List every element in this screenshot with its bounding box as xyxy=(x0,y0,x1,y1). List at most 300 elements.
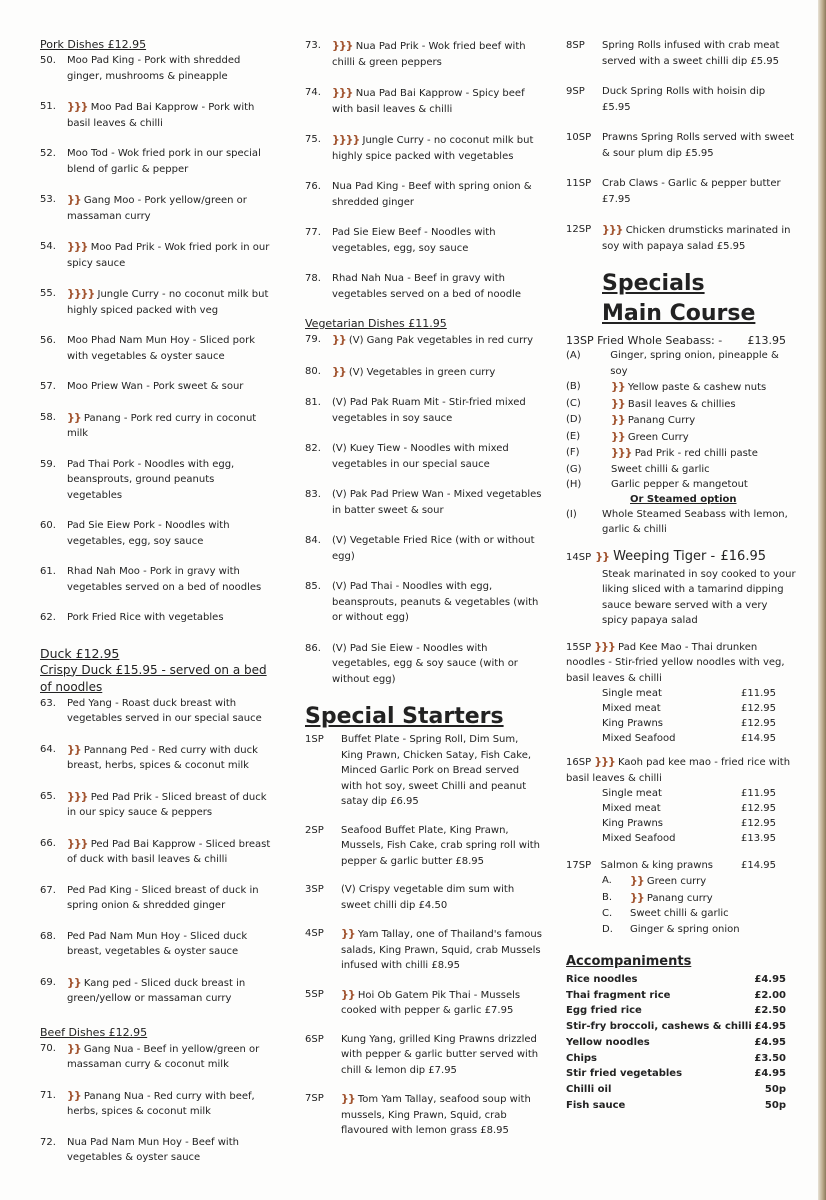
price-row xyxy=(566,816,796,831)
item-description: (V) Pad Sie Eiew - Noodles with vegetables, egg & soy sauce (with or without egg) xyxy=(332,642,518,685)
accompaniment-row xyxy=(566,972,786,988)
price-label: Mixed meat xyxy=(602,803,661,814)
menu-item xyxy=(305,987,543,1019)
item-number: 56. xyxy=(40,335,56,346)
option-text-wrap xyxy=(611,412,695,429)
price-value: £11.95 xyxy=(741,788,776,799)
item-description: Nua Pad King - Beef with spring onion & shredded ginger xyxy=(332,181,532,208)
item-text xyxy=(332,225,543,256)
item-number: 84. xyxy=(305,535,321,546)
option-text-wrap xyxy=(611,379,766,396)
price-label: Mixed Seafood xyxy=(602,733,676,744)
item-number: 70. xyxy=(40,1042,56,1054)
option-letter: (D) xyxy=(566,414,582,425)
price-value: £12.95 xyxy=(741,803,776,814)
pork-list xyxy=(40,53,272,626)
item-text xyxy=(67,192,272,224)
item-text xyxy=(67,564,272,595)
item-description: Buffet Plate - Spring Roll, Dim Sum, King Prawn, Chicken Satay, Fish Cake, Minced Garlic Pork on Bread served with hot soy, sweet Chilli and peanut satay dip £6.95 xyxy=(341,734,532,807)
price-row xyxy=(566,686,796,701)
item-description: Pannang Ped - Red curry with duck breast, herbs, spices & coconut milk xyxy=(67,744,258,771)
accompaniment-price: £3.50 xyxy=(754,1052,786,1064)
kaoh-num: 16SP xyxy=(566,757,592,768)
item-description: Jungle Curry - no coconut milk but highly spice packed with vegetables xyxy=(332,135,534,162)
item-description: Hoi Ob Gatem Pik Thai - Mussels cooked with pepper & garlic £7.95 xyxy=(341,989,521,1016)
menu-item xyxy=(40,1088,272,1120)
beef-list-continued xyxy=(305,38,543,302)
option-text: Ginger & spring onion xyxy=(630,923,740,935)
menu-item xyxy=(40,742,272,774)
option-text-wrap xyxy=(630,873,706,890)
option-text: Sweet chilli & garlic xyxy=(630,908,729,919)
option-row xyxy=(566,445,796,462)
item-text xyxy=(67,146,272,177)
item-number: 53. xyxy=(40,194,56,205)
item-description: Tom Yam Tallay, seafood soup with mussels, King Prawn, Squid, crab flavoured with lemon grass £8.95 xyxy=(341,1094,531,1136)
menu-item xyxy=(305,364,543,381)
item-description: Ped Pad Bai Kapprow - Sliced breast of duck with basil leaves & chilli xyxy=(67,838,271,865)
price-row xyxy=(566,716,796,731)
chili-icon: }} xyxy=(611,429,625,443)
accompaniment-price: 50p xyxy=(764,1099,786,1111)
menu-item xyxy=(40,610,272,626)
item-number: 4SP xyxy=(305,928,324,939)
menu-item xyxy=(40,1135,272,1166)
starters-list-continued xyxy=(566,38,796,254)
salmon-title: Salmon & king prawns xyxy=(600,860,714,871)
chili-icon: }}} xyxy=(332,86,353,99)
item-description: Panang Nua - Red curry with beef, herbs, spices & coconut milk xyxy=(67,1090,255,1117)
option-text: Panang Curry xyxy=(627,415,696,426)
item-text xyxy=(332,441,543,472)
price-row xyxy=(566,801,796,816)
item-number: 85. xyxy=(305,581,321,592)
item-text xyxy=(67,1088,272,1120)
item-description: Ped Yang - Roast duck breast with vegetables served in our special sauce xyxy=(67,697,262,724)
item-text xyxy=(602,38,796,69)
chili-icon: }} xyxy=(67,1041,81,1055)
price-label: King Prawns xyxy=(602,818,664,829)
option-row xyxy=(566,890,796,907)
option-text: Panang curry xyxy=(646,892,713,904)
item-text xyxy=(332,579,543,626)
option-text: Yellow paste & cashew nuts xyxy=(627,382,767,393)
item-description: Nua Pad Prik - Wok fried beef with chilli & green peppers xyxy=(332,41,526,68)
option-text-wrap xyxy=(630,890,713,907)
item-number: 6SP xyxy=(305,1033,324,1045)
item-description: Moo Pad Prik - Wok fried pork in our spicy sauce xyxy=(67,242,270,269)
item-description: Pad Sie Eiew Beef - Noodles with vegetables, egg, soy sauce xyxy=(332,227,496,254)
accompaniment-price: £2.50 xyxy=(754,1005,786,1017)
seabass-row xyxy=(566,333,796,348)
item-description: Kang ped - Sliced duck breast in green/yellow or massaman curry xyxy=(67,977,246,1004)
item-number: 12SP xyxy=(566,224,592,235)
item-number: 10SP xyxy=(566,132,592,143)
item-text xyxy=(332,85,543,117)
tiger-price: £16.95 xyxy=(720,548,766,564)
menu-item xyxy=(40,696,272,727)
accompaniment-price: £2.00 xyxy=(754,989,786,1001)
item-description: (V) Vegetable Fried Rice (with or without egg) xyxy=(332,535,535,562)
item-description: Prawns Spring Rolls served with sweet & sour plum dip £5.95 xyxy=(602,132,795,159)
item-number: 57. xyxy=(40,381,56,392)
item-description: Moo Pad King - Pork with shredded ginger, mushrooms & pineapple xyxy=(67,55,241,82)
accompaniment-name: Rice noodles xyxy=(566,974,638,985)
item-text xyxy=(67,883,272,914)
tiger-num: 14SP xyxy=(566,551,592,563)
menu-item xyxy=(305,882,543,913)
item-text xyxy=(341,1091,543,1139)
item-description: Ped Pad Nam Mun Hoy - Sliced duck breast, vegetables & oyster sauce xyxy=(67,930,248,957)
item-text xyxy=(332,38,543,70)
item-description: Pork Fried Rice with vegetables xyxy=(67,612,224,623)
item-number: 75. xyxy=(305,134,321,145)
menu-item xyxy=(305,271,543,302)
item-text xyxy=(341,882,543,913)
item-text xyxy=(67,975,272,1007)
menu-item xyxy=(40,333,272,364)
item-number: 71. xyxy=(40,1089,56,1101)
accompaniment-name: Thai fragment rice xyxy=(566,989,671,1001)
chili-icon: }} xyxy=(332,364,346,378)
kaoh xyxy=(566,754,796,846)
menu-item xyxy=(305,225,543,256)
price-label: Single meat xyxy=(602,788,662,799)
item-number: 80. xyxy=(305,365,321,377)
item-text xyxy=(67,410,272,442)
chili-icon: }} xyxy=(630,890,644,904)
crispy-duck-header: Crispy Duck £15.95 - served on a bed of noodles xyxy=(40,662,267,694)
seabass-options xyxy=(566,348,796,493)
item-text xyxy=(67,518,272,549)
menu-item xyxy=(305,641,543,688)
menu-item xyxy=(305,823,543,870)
kaoh-prices xyxy=(566,786,796,846)
option-text-wrap xyxy=(611,445,758,462)
accompaniment-price: 50p xyxy=(764,1083,786,1095)
item-number: 3SP xyxy=(305,884,324,895)
item-number: 65. xyxy=(40,790,56,802)
specials-title: Specials xyxy=(602,271,705,296)
weeping-tiger xyxy=(566,548,796,629)
accompaniment-name: Fish sauce xyxy=(566,1099,626,1111)
chili-icon: }}} xyxy=(594,755,615,768)
item-text xyxy=(67,696,272,727)
beef-list xyxy=(40,1041,272,1166)
menu-item xyxy=(305,579,543,626)
item-text xyxy=(67,457,272,504)
pork-section-header: Pork Dishes £12.95 xyxy=(40,38,147,51)
accompaniment-name: Stir fried vegetables xyxy=(566,1068,683,1080)
menu-item xyxy=(40,192,272,224)
item-description: Ped Pad Prik - Sliced breast of duck in our spicy sauce & peppers xyxy=(67,791,267,818)
menu-item xyxy=(40,379,272,395)
accompaniment-row xyxy=(566,1019,786,1035)
item-number: 63. xyxy=(40,697,56,709)
accompaniment-row xyxy=(566,1003,786,1019)
item-text xyxy=(67,1135,272,1166)
item-number: 8SP xyxy=(566,40,585,51)
steamed-letter: (I) xyxy=(566,508,577,520)
option-text: Pad Prik - red chilli paste xyxy=(634,448,758,459)
column-1 xyxy=(40,38,272,1181)
option-text-wrap xyxy=(610,348,796,379)
chili-icon: }}} xyxy=(67,100,88,113)
price-row xyxy=(566,731,796,746)
item-number: 86. xyxy=(305,642,321,654)
option-letter: (H) xyxy=(566,479,582,490)
price-label: Mixed meat xyxy=(602,703,661,714)
item-text xyxy=(332,332,543,349)
chili-icon: }} xyxy=(595,549,609,563)
accompaniments-header: Accompaniments xyxy=(566,954,692,969)
item-description: Nua Pad Bai Kapprow - Spicy beef with basil leaves & chilli xyxy=(332,88,525,115)
menu-item xyxy=(40,789,272,821)
item-description: Moo Priew Wan - Pork sweet & sour xyxy=(67,381,244,392)
price-row xyxy=(566,831,796,846)
menu-item xyxy=(305,38,543,70)
item-number: 83. xyxy=(305,489,321,500)
veg-list xyxy=(305,332,543,687)
chili-icon: }} xyxy=(67,975,81,989)
item-text xyxy=(602,222,796,254)
item-description: Crab Claws - Garlic & pepper butter £7.95 xyxy=(602,178,781,205)
option-row xyxy=(566,477,796,493)
item-description: Duck Spring Rolls with hoisin dip £5.95 xyxy=(602,86,766,113)
chili-icon: }} xyxy=(67,193,81,206)
accompaniment-name: Egg fried rice xyxy=(566,1005,642,1017)
menu-item xyxy=(40,1041,272,1073)
item-text xyxy=(67,742,272,774)
item-number: 54. xyxy=(40,241,56,252)
accompaniment-name: Chips xyxy=(566,1052,597,1064)
option-letter: (B) xyxy=(566,381,581,392)
accompaniments-list xyxy=(566,972,796,1113)
option-letter: (C) xyxy=(566,397,581,409)
item-number: 9SP xyxy=(566,86,585,97)
item-number: 59. xyxy=(40,458,56,470)
chili-icon: }} xyxy=(341,1092,355,1105)
chili-icon: }} xyxy=(67,1088,81,1102)
option-text: Green curry xyxy=(646,876,707,887)
kee-mao-desc: Pad Kee Mao - Thai drunken noodles - Stir-fried yellow noodles with veg, basil leaves & chilli xyxy=(566,641,785,684)
chili-icon: }} xyxy=(630,874,644,887)
chili-icon: }}} xyxy=(67,836,88,850)
item-description: Moo Phad Nam Mun Hoy - Sliced pork with vegetables & oyster sauce xyxy=(67,335,256,362)
item-text xyxy=(67,239,272,271)
option-row xyxy=(566,412,796,429)
menu-item xyxy=(40,286,272,318)
item-description: Panang - Pork red curry in coconut milk xyxy=(67,412,257,439)
item-description: Rhad Nah Nua - Beef in gravy with vegetables served on a bed of noodle xyxy=(332,273,521,300)
option-row xyxy=(566,348,796,379)
menu-item xyxy=(305,441,543,472)
menu-item xyxy=(305,1091,543,1139)
item-description: (V) Pad Thai - Noodles with egg, beansprouts, peanuts & vegetables (with or without egg) xyxy=(332,581,539,623)
chili-icon: }} xyxy=(611,380,625,393)
option-letter: B. xyxy=(602,891,613,903)
item-number: 81. xyxy=(305,397,321,408)
item-text xyxy=(67,1041,272,1073)
duck-section-header: Duck £12.95 xyxy=(40,645,120,661)
steamed-seabass xyxy=(566,507,796,538)
price-value: £12.95 xyxy=(741,703,776,714)
duck-list xyxy=(40,696,272,1007)
menu-item xyxy=(40,564,272,595)
item-number: 78. xyxy=(305,273,321,284)
menu-item xyxy=(40,239,272,271)
column-2 xyxy=(305,38,543,1152)
item-text xyxy=(67,53,272,84)
item-description: (V) Gang Pak vegetables in red curry xyxy=(348,335,534,346)
salmon-num: 17SP xyxy=(566,860,592,871)
item-number: 2SP xyxy=(305,824,324,836)
option-row xyxy=(566,462,796,478)
option-text-wrap xyxy=(611,477,748,493)
chili-icon: }}} xyxy=(67,789,88,803)
item-text xyxy=(602,130,796,161)
chili-icon: }}}} xyxy=(332,133,360,146)
item-description: Gang Moo - Pork yellow/green or massaman curry xyxy=(67,195,247,222)
item-description: Yam Tallay, one of Thailand's famous salads, King Prawn, Squid, crab Mussels infused with chilli £8.95 xyxy=(341,929,542,971)
kaoh-desc: Kaoh pad kee mao - fried rice with basil leaves & chilli xyxy=(566,757,791,784)
item-number: 82. xyxy=(305,443,321,454)
item-number: 73. xyxy=(305,40,321,51)
option-letter: D. xyxy=(602,923,613,935)
item-text xyxy=(341,926,543,974)
accompaniment-row xyxy=(566,988,786,1004)
item-description: Spring Rolls infused with crab meat served with a sweet chilli dip £5.95 xyxy=(602,40,780,67)
item-text xyxy=(332,533,543,564)
item-description: Seafood Buffet Plate, King Prawn, Mussels, Fish Cake, crab spring roll with pepper & garlic butter £8.95 xyxy=(341,824,541,867)
option-row xyxy=(566,873,796,890)
steamed-option: Or Steamed option xyxy=(630,493,737,505)
option-letter: (F) xyxy=(566,447,580,458)
item-number: 61. xyxy=(40,566,56,577)
item-text xyxy=(332,641,543,688)
item-number: 69. xyxy=(40,976,56,988)
chili-icon: }} xyxy=(341,927,355,940)
tiger-desc: Steak marinated in soy cooked to your liking sliced with a tamarind dipping sauce beware served with a very spicy papaya salad xyxy=(602,568,796,626)
item-text xyxy=(332,132,543,164)
menu-item xyxy=(40,836,272,868)
price-row xyxy=(566,701,796,716)
item-number: 58. xyxy=(40,411,56,423)
item-text xyxy=(67,929,272,960)
menu-item xyxy=(305,926,543,974)
item-text xyxy=(67,99,272,131)
menu-item xyxy=(305,179,543,210)
item-text xyxy=(332,395,543,426)
item-description: Jungle Curry - no coconut milk but highly spiced packed with veg xyxy=(67,289,269,316)
chili-icon: }} xyxy=(332,333,346,346)
chili-icon: }}} xyxy=(332,39,353,52)
option-row xyxy=(566,922,796,938)
option-text-wrap xyxy=(611,462,710,478)
main-course-title: Main Course xyxy=(602,301,756,326)
option-letter: (E) xyxy=(566,430,581,442)
option-text: Basil leaves & chillies xyxy=(627,398,736,410)
item-description: (V) Vegetables in green curry xyxy=(348,366,496,378)
item-number: 60. xyxy=(40,520,56,531)
option-text: Green Curry xyxy=(627,431,689,443)
item-text xyxy=(332,364,543,381)
item-number: 5SP xyxy=(305,988,324,1000)
seabass-num: 13SP xyxy=(566,334,594,347)
option-row xyxy=(566,429,796,446)
chili-icon: }} xyxy=(611,413,625,426)
starters-list xyxy=(305,732,543,1139)
item-description: Pad Sie Eiew Pork - Noodles with vegetables, egg, soy sauce xyxy=(67,520,230,547)
option-letter: (A) xyxy=(566,350,581,361)
salmon-options xyxy=(566,873,796,937)
menu-item xyxy=(305,332,543,349)
item-number: 51. xyxy=(40,101,56,112)
price-label: King Prawns xyxy=(602,718,664,729)
menu-item xyxy=(40,518,272,549)
item-text xyxy=(332,487,543,518)
accompaniment-row xyxy=(566,1035,786,1051)
price-label: Mixed Seafood xyxy=(602,833,676,844)
option-letter: C. xyxy=(602,908,613,919)
item-description: Pad Thai Pork - Noodles with egg, beansprouts, ground peanuts vegetables xyxy=(67,458,235,501)
chili-icon: }} xyxy=(67,742,81,756)
menu-item xyxy=(40,929,272,960)
option-text: Garlic pepper & mangetout xyxy=(611,479,748,490)
item-text xyxy=(341,1032,543,1079)
item-number: 62. xyxy=(40,612,56,623)
accompaniment-price: £4.95 xyxy=(754,1021,786,1033)
salmon xyxy=(566,858,796,937)
item-text xyxy=(341,987,543,1019)
veg-section-header: Vegetarian Dishes £11.95 xyxy=(305,317,447,330)
menu-item xyxy=(40,146,272,177)
option-row xyxy=(566,396,796,413)
item-description: (V) Pad Pak Ruam Mit - Stir-fried mixed vegetables in soy sauce xyxy=(332,397,526,424)
price-value: £12.95 xyxy=(741,818,776,829)
item-text xyxy=(341,823,543,870)
kee-mao-num: 15SP xyxy=(566,641,592,653)
menu-item xyxy=(40,883,272,914)
column-3 xyxy=(566,38,796,1113)
menu-item xyxy=(305,533,543,564)
item-number: 52. xyxy=(40,148,56,159)
seabass-title: Fried Whole Seabass: - xyxy=(597,334,723,347)
accompaniment-row xyxy=(566,1066,786,1082)
option-text: Ginger, spring onion, pineapple & soy xyxy=(610,350,779,377)
option-text-wrap xyxy=(611,429,689,446)
item-description: Rhad Nah Moo - Pork in gravy with vegetables served on a bed of noodles xyxy=(67,566,262,593)
kee-mao xyxy=(566,639,796,747)
option-row xyxy=(566,906,796,922)
menu-item xyxy=(305,85,543,117)
chili-icon: }}}} xyxy=(67,287,95,300)
accompaniment-price: £4.95 xyxy=(754,1068,786,1080)
beef-section-header: Beef Dishes £12.95 xyxy=(40,1025,148,1039)
item-number: 67. xyxy=(40,884,56,896)
item-description: Chicken drumsticks marinated in soy with papaya salad £5.95 xyxy=(602,225,791,252)
item-description: (V) Pak Pad Priew Wan - Mixed vegetables in batter sweet & sour xyxy=(332,489,542,516)
item-description: Ped Pad King - Sliced breast of duck in spring onion & shredded ginger xyxy=(67,884,259,911)
price-row xyxy=(566,786,796,801)
chili-icon: }} xyxy=(67,410,81,424)
item-number: 11SP xyxy=(566,178,592,189)
item-description: Kung Yang, grilled King Prawns drizzled with pepper & garlic butter served with chill & lemon dip £7.95 xyxy=(341,1033,539,1076)
price-value: £11.95 xyxy=(741,688,776,699)
starters-header: Special Starters xyxy=(305,704,504,729)
accompaniment-row xyxy=(566,1082,786,1098)
menu-item xyxy=(305,487,543,518)
